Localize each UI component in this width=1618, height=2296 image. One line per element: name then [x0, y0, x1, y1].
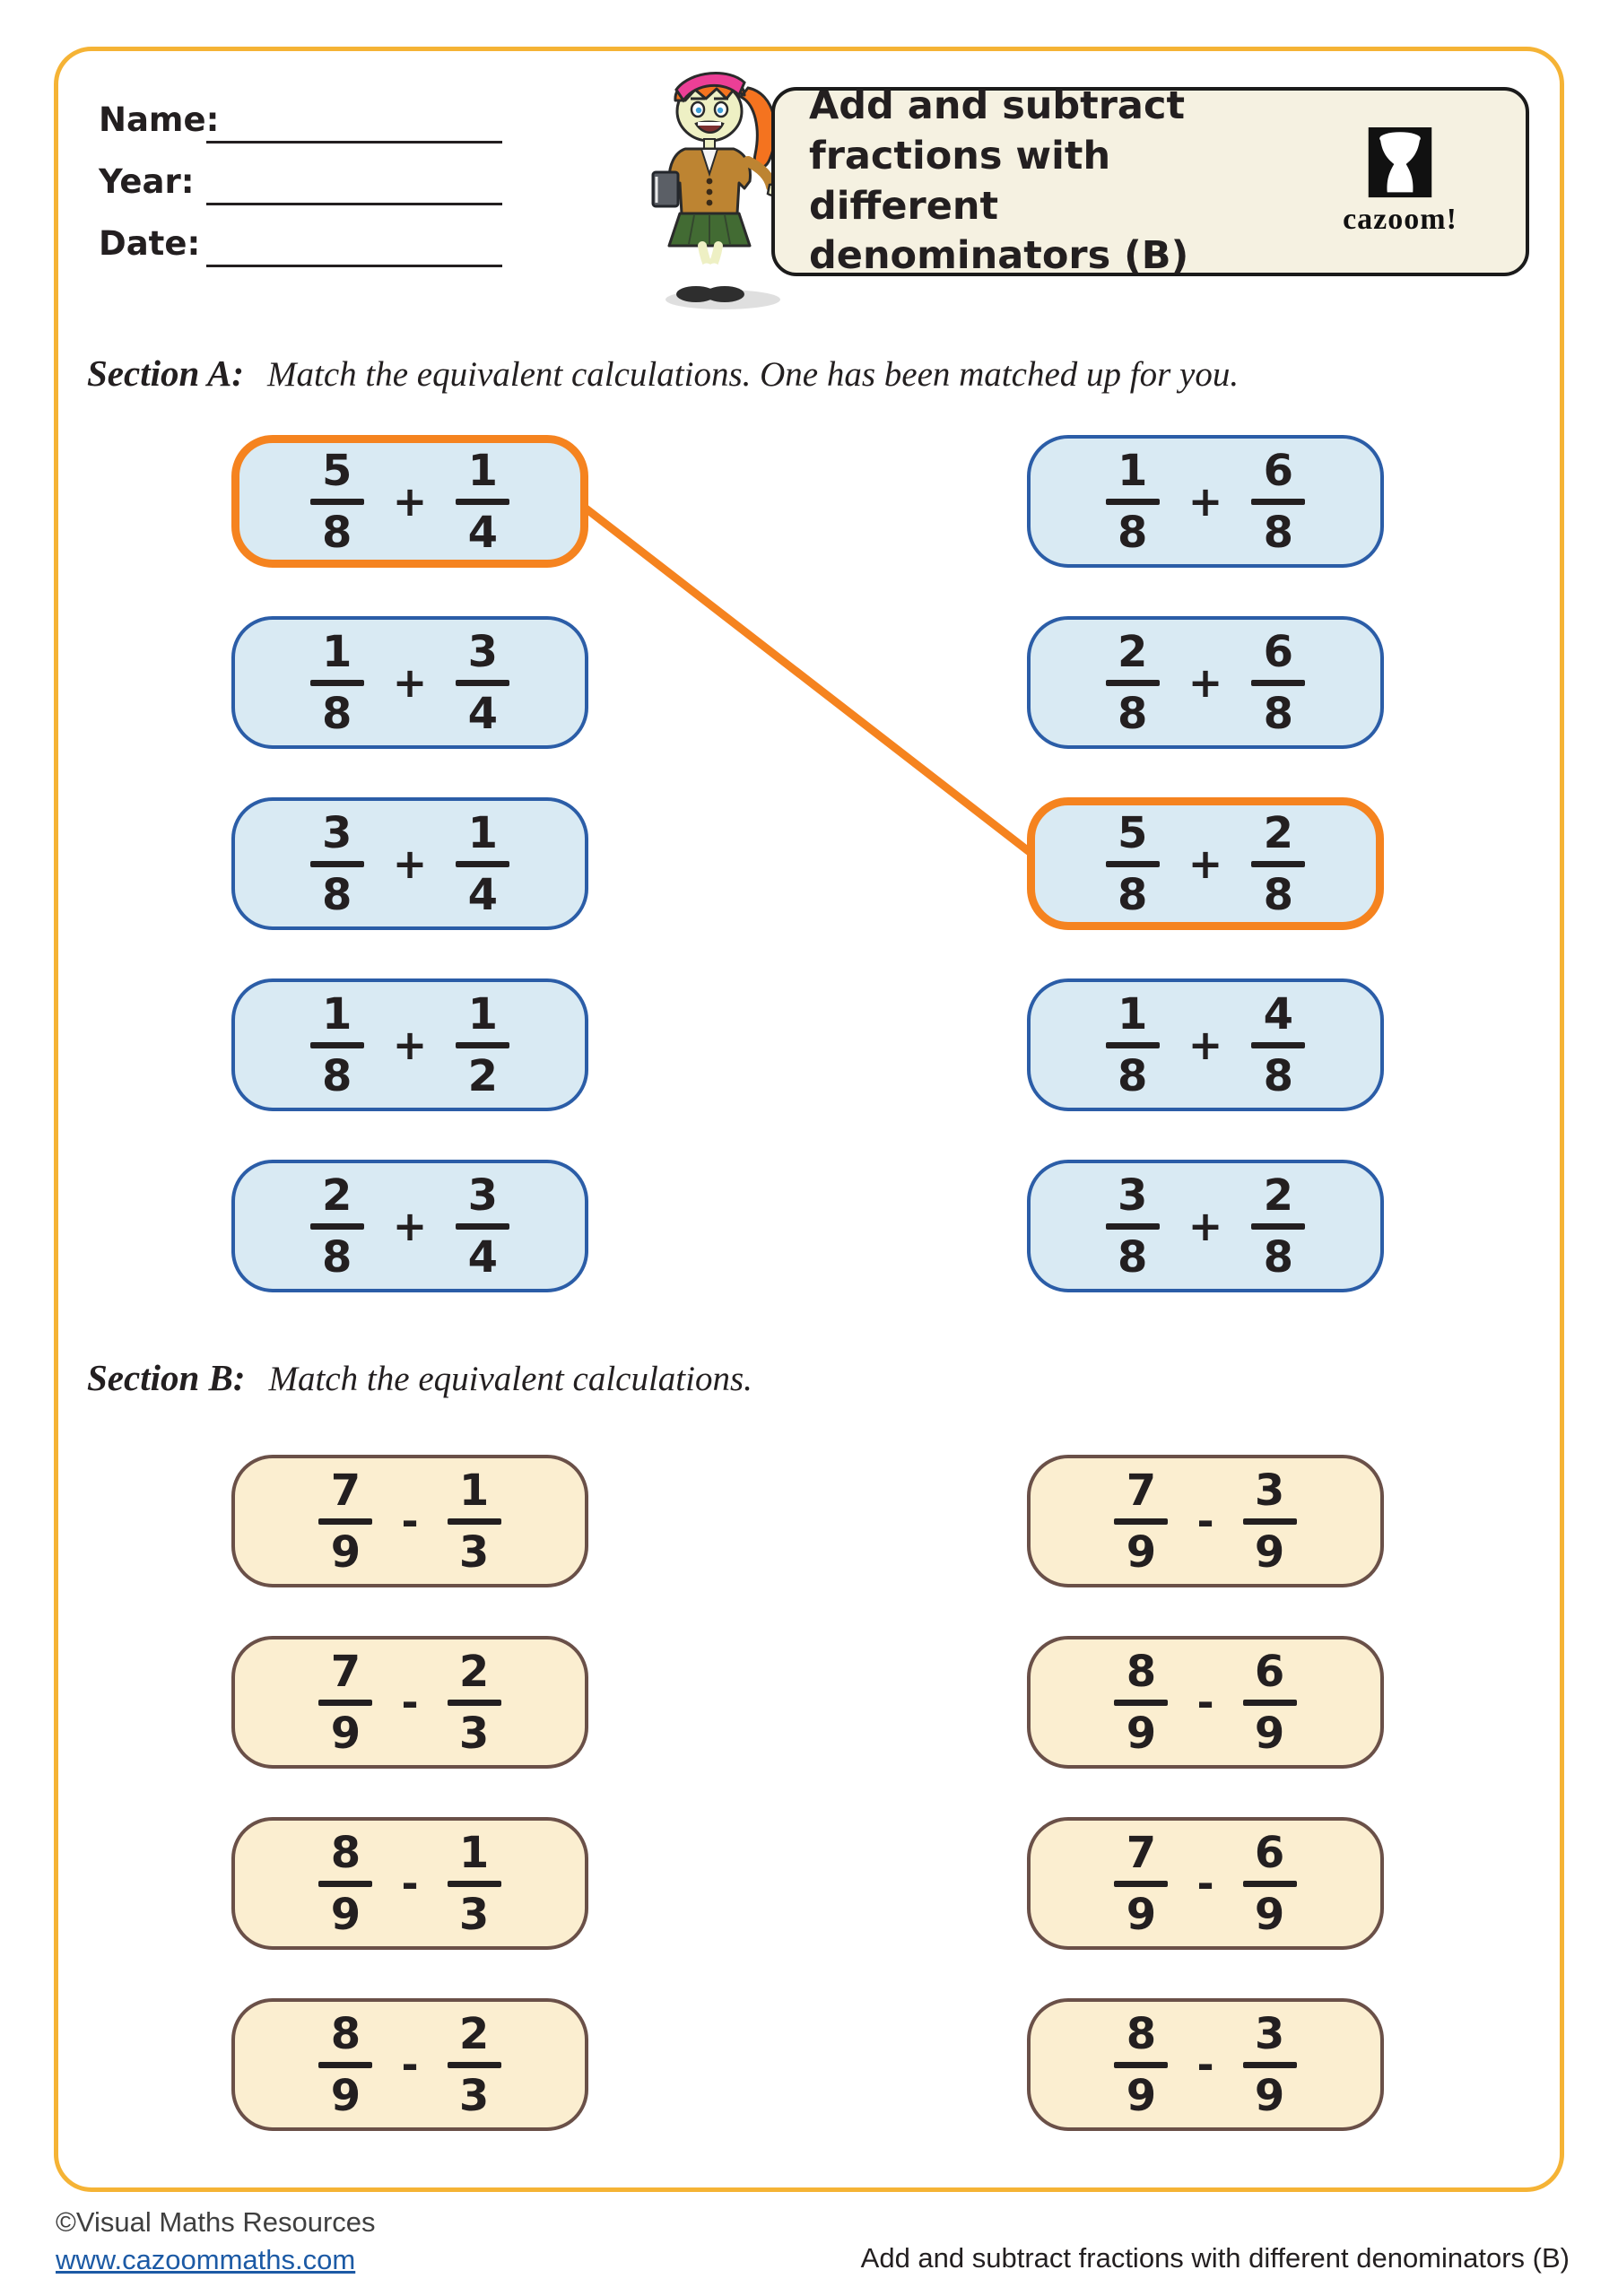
fraction: [1251, 988, 1305, 1101]
operator: +: [392, 658, 428, 707]
cazoom-logo: [1315, 127, 1485, 237]
fraction-bar: [1106, 499, 1160, 505]
fraction-bar: [1114, 2062, 1168, 2068]
operator: -: [401, 1678, 419, 1726]
operator: +: [1187, 1202, 1223, 1250]
denominator: 8: [322, 1231, 352, 1283]
operator: -: [1196, 1497, 1214, 1545]
fraction: [1106, 807, 1160, 920]
logo-wordmark: cazoom!: [1343, 202, 1457, 236]
denominator: 8: [1118, 1231, 1148, 1283]
denominator: 8: [322, 688, 352, 739]
fraction: [456, 1170, 509, 1283]
denominator: 8: [1263, 688, 1293, 739]
fraction: [310, 988, 364, 1101]
numerator: 6: [1263, 445, 1293, 496]
denominator: 8: [322, 869, 352, 920]
drum-icon: [1361, 127, 1439, 199]
numerator: 6: [1254, 1827, 1285, 1878]
numerator: 3: [467, 1170, 498, 1221]
worksheet-name-footer: Add and subtract fractions with different denominators (B): [860, 2242, 1570, 2274]
operator: -: [401, 1859, 419, 1908]
operator: -: [1196, 2040, 1214, 2089]
denominator: 9: [330, 1708, 361, 1759]
card-a-right-2[interactable]: [1027, 616, 1384, 749]
name-label: Name:: [99, 100, 220, 139]
fraction: [1114, 1646, 1168, 1759]
fraction-bar: [310, 1042, 364, 1048]
fraction-bar: [310, 1223, 364, 1230]
fraction: [1114, 2008, 1168, 2121]
numerator: 3: [467, 626, 498, 677]
fraction-bar: [1251, 499, 1305, 505]
title-box: [771, 83, 1529, 279]
denominator: 3: [458, 2070, 490, 2121]
section-a-label: Section A:: [87, 352, 245, 394]
operator: +: [1187, 1021, 1223, 1069]
fraction: [448, 1465, 501, 1578]
fraction-bar: [1243, 1881, 1297, 1887]
numerator: 3: [322, 807, 352, 858]
year-field-line[interactable]: [206, 203, 502, 205]
numerator: 2: [1118, 626, 1148, 677]
numerator: 5: [1118, 807, 1148, 858]
operator: +: [392, 839, 428, 888]
fraction-bar: [1251, 1042, 1305, 1048]
denominator: 9: [330, 2070, 361, 2121]
section-b-instruction: Match the equivalent calculations.: [268, 1360, 752, 1398]
fraction-bar: [448, 1881, 501, 1887]
fraction-bar: [1106, 861, 1160, 867]
numerator: 1: [322, 988, 352, 1039]
fraction: [456, 988, 509, 1101]
numerator: 7: [330, 1646, 361, 1697]
card-b-right-3[interactable]: [1027, 1817, 1384, 1950]
operator: -: [1196, 1859, 1214, 1908]
fraction: [448, 1646, 501, 1759]
card-a-left-2[interactable]: [231, 616, 588, 749]
fraction: [310, 807, 364, 920]
denominator: 3: [458, 1708, 490, 1759]
fraction: [318, 1646, 372, 1759]
fraction-bar: [318, 1881, 372, 1887]
operator: -: [401, 2040, 419, 2089]
denominator: 2: [467, 1050, 498, 1101]
fraction: [1106, 1170, 1160, 1283]
numerator: 3: [1254, 2008, 1285, 2059]
numerator: 1: [458, 1827, 490, 1878]
denominator: 9: [1254, 1708, 1285, 1759]
website-link[interactable]: www.cazoommaths.com: [56, 2244, 356, 2275]
operator: -: [1196, 1678, 1214, 1726]
denominator: 9: [1254, 1526, 1285, 1578]
numerator: 7: [1126, 1827, 1157, 1878]
section-a-heading: [87, 352, 1239, 395]
card-a-left-3[interactable]: [231, 797, 588, 930]
date-field-line[interactable]: [206, 265, 502, 267]
card-b-right-4[interactable]: [1027, 1998, 1384, 2131]
operator: +: [392, 477, 428, 526]
fraction-bar: [456, 861, 509, 867]
fraction-bar: [456, 1042, 509, 1048]
fraction: [1251, 626, 1305, 739]
numerator: 8: [330, 2008, 361, 2059]
fraction-bar: [1251, 861, 1305, 867]
card-a-right-1[interactable]: [1027, 435, 1384, 568]
numerator: 8: [330, 1827, 361, 1878]
denominator: 9: [1254, 1889, 1285, 1940]
fraction: [1106, 445, 1160, 558]
denominator: 4: [467, 688, 498, 739]
fraction: [448, 1827, 501, 1940]
denominator: 8: [322, 1050, 352, 1101]
operator: +: [392, 1202, 428, 1250]
card-b-left-2[interactable]: [231, 1636, 588, 1769]
fraction-bar: [456, 499, 509, 505]
numerator: 5: [322, 445, 352, 496]
fraction: [1243, 1827, 1297, 1940]
section-b-label: Section B:: [87, 1357, 246, 1398]
fraction-bar: [318, 1700, 372, 1706]
fraction-bar: [1243, 2062, 1297, 2068]
fraction: [310, 626, 364, 739]
denominator: 8: [1118, 1050, 1148, 1101]
fraction: [456, 626, 509, 739]
numerator: 2: [1263, 807, 1293, 858]
denominator: 9: [1126, 1526, 1157, 1578]
card-a-left-4[interactable]: [231, 978, 588, 1111]
denominator: 9: [1126, 1708, 1157, 1759]
year-label: Year:: [99, 162, 195, 201]
fraction: [310, 1170, 364, 1283]
card-a-left-1[interactable]: [231, 435, 588, 568]
denominator: 8: [1118, 688, 1148, 739]
denominator: 4: [467, 507, 498, 558]
fraction-bar: [1106, 1223, 1160, 1230]
denominator: 3: [458, 1889, 490, 1940]
denominator: 8: [1263, 1050, 1293, 1101]
fraction: [1251, 445, 1305, 558]
numerator: 2: [322, 1170, 352, 1221]
fraction-bar: [1114, 1518, 1168, 1525]
numerator: 1: [458, 1465, 490, 1516]
fraction-bar: [1251, 680, 1305, 686]
fraction: [1251, 1170, 1305, 1283]
card-b-right-2[interactable]: [1027, 1636, 1384, 1769]
denominator: 8: [1263, 1231, 1293, 1283]
fraction: [310, 445, 364, 558]
numerator: 3: [1118, 1170, 1148, 1221]
fraction-bar: [1114, 1881, 1168, 1887]
card-a-right-4[interactable]: [1027, 978, 1384, 1111]
fraction-bar: [1106, 680, 1160, 686]
denominator: 4: [467, 1231, 498, 1283]
fraction-bar: [1114, 1700, 1168, 1706]
fraction-bar: [448, 1700, 501, 1706]
fraction: [456, 807, 509, 920]
fraction-bar: [310, 499, 364, 505]
denominator: 9: [1254, 2070, 1285, 2121]
card-b-left-3[interactable]: [231, 1817, 588, 1950]
fraction-bar: [1243, 1700, 1297, 1706]
fraction-bar: [1106, 1042, 1160, 1048]
worksheet-title: Add and subtract fractions with different denominators (B): [809, 83, 1189, 279]
numerator: 1: [322, 626, 352, 677]
numerator: 6: [1254, 1646, 1285, 1697]
fraction-bar: [318, 1518, 372, 1525]
fraction: [1243, 1646, 1297, 1759]
numerator: 3: [1254, 1465, 1285, 1516]
card-a-right-3[interactable]: [1027, 797, 1384, 930]
denominator: 8: [322, 507, 352, 558]
operator: +: [392, 1021, 428, 1069]
numerator: 2: [458, 2008, 490, 2059]
card-b-right-1[interactable]: [1027, 1455, 1384, 1587]
numerator: 8: [1126, 1646, 1157, 1697]
fraction-bar: [448, 2062, 501, 2068]
fraction: [1114, 1827, 1168, 1940]
denominator: 4: [467, 869, 498, 920]
denominator: 9: [1126, 1889, 1157, 1940]
fraction: [318, 1465, 372, 1578]
copyright-text: ©Visual Maths Resources: [56, 2206, 376, 2238]
fraction-bar: [310, 680, 364, 686]
denominator: 8: [1118, 869, 1148, 920]
fraction: [1106, 988, 1160, 1101]
fraction: [456, 445, 509, 558]
fraction: [1243, 2008, 1297, 2121]
operator: +: [1187, 658, 1223, 707]
numerator: 4: [1263, 988, 1293, 1039]
fraction-bar: [448, 1518, 501, 1525]
numerator: 2: [1263, 1170, 1293, 1221]
fraction-bar: [456, 1223, 509, 1230]
numerator: 7: [330, 1465, 361, 1516]
numerator: 1: [467, 445, 498, 496]
operator: +: [1187, 839, 1223, 888]
card-a-left-5[interactable]: [231, 1160, 588, 1292]
denominator: 9: [1126, 2070, 1157, 2121]
denominator: 9: [330, 1526, 361, 1578]
denominator: 8: [1263, 869, 1293, 920]
numerator: 6: [1263, 626, 1293, 677]
fraction: [448, 2008, 501, 2121]
section-b-heading: [87, 1356, 752, 1399]
fraction-bar: [310, 861, 364, 867]
name-field-line[interactable]: [206, 141, 502, 144]
numerator: 8: [1126, 2008, 1157, 2059]
fraction-bar: [1243, 1518, 1297, 1525]
numerator: 7: [1126, 1465, 1157, 1516]
card-b-left-4[interactable]: [231, 1998, 588, 2131]
numerator: 1: [467, 807, 498, 858]
denominator: 9: [330, 1889, 361, 1940]
fraction: [318, 2008, 372, 2121]
card-a-right-5[interactable]: [1027, 1160, 1384, 1292]
denominator: 8: [1118, 507, 1148, 558]
card-b-left-1[interactable]: [231, 1455, 588, 1587]
numerator: 1: [1118, 988, 1148, 1039]
fraction-bar: [1251, 1223, 1305, 1230]
date-label: Date:: [99, 224, 201, 263]
fraction-bar: [318, 2062, 372, 2068]
fraction: [1106, 626, 1160, 739]
numerator: 1: [467, 988, 498, 1039]
denominator: 3: [458, 1526, 490, 1578]
fraction: [318, 1827, 372, 1940]
denominator: 8: [1263, 507, 1293, 558]
operator: +: [1187, 477, 1223, 526]
operator: -: [401, 1497, 419, 1545]
fraction-bar: [456, 680, 509, 686]
fraction: [1114, 1465, 1168, 1578]
fraction: [1243, 1465, 1297, 1578]
section-a-instruction: Match the equivalent calculations. One has been matched up for you.: [267, 355, 1240, 394]
numerator: 1: [1118, 445, 1148, 496]
numerator: 2: [458, 1646, 490, 1697]
fraction: [1251, 807, 1305, 920]
